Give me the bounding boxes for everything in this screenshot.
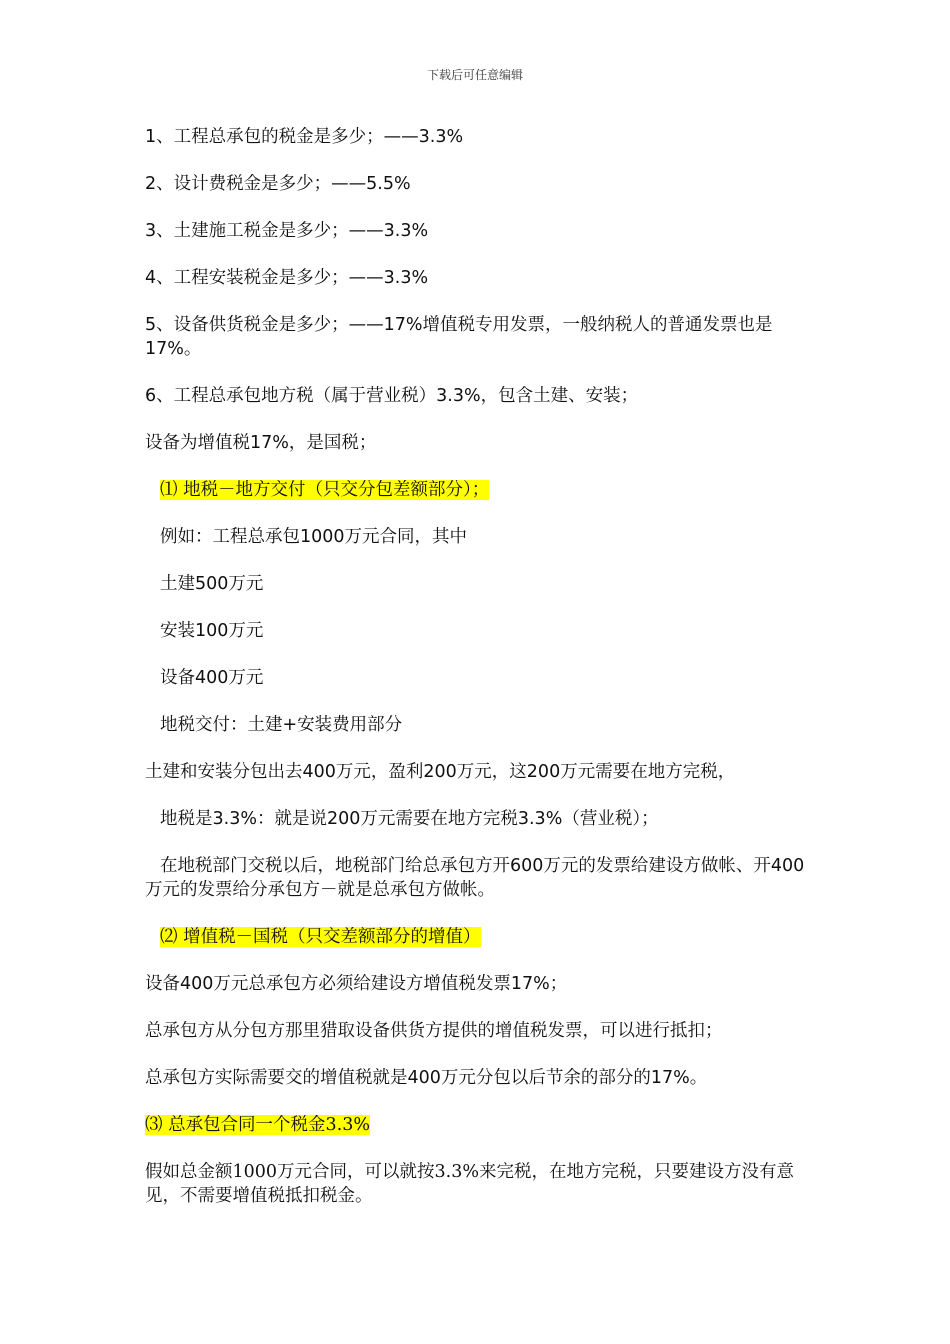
- paragraph-5: 5、设备供货税金是多少；——17%增值税专用发票，一般纳税人的普通发票也是17%。: [145, 315, 773, 359]
- paragraph-15: 在地税部门交税以后，地税部门给总承包方开600万元的发票给建设方做帐、开400万元的发票给分承包方－就是总承包方做帐。: [145, 856, 805, 900]
- paragraph-4: 4、工程安装税金是多少；——3.3%: [145, 268, 429, 288]
- highlighted-heading-2: ⑵ 增值税－国税（只交差额部分的增值）: [160, 927, 481, 947]
- paragraph-3: 3、土建施工税金是多少；——3.3%: [145, 221, 429, 241]
- paragraph-18: 总承包方实际需要交的增值税就是400万元分包以后节余的部分的17%。: [145, 1068, 708, 1088]
- paragraph-1: 1、工程总承包的税金是多少；——3.3%: [145, 127, 464, 147]
- paragraph-11: 设备400万元: [160, 668, 264, 688]
- paragraph-10: 安装100万元: [160, 621, 264, 641]
- paragraph-8: 例如：工程总承包1000万元合同，其中: [160, 527, 468, 547]
- highlighted-heading-1: ⑴ 地税－地方交付（只交分包差额部分）；: [160, 480, 490, 500]
- paragraph-16: 设备400万元总承包方必须给建设方增值税发票17%；: [145, 974, 568, 994]
- paragraph-9: 土建500万元: [160, 574, 264, 594]
- page-header: 下载后可任意编辑: [426, 68, 523, 82]
- section-heading-2: [145, 925, 810, 949]
- paragraph-6: 6、工程总承包地方税（属于营业税）3.3%，包含土建、安装；: [145, 386, 639, 406]
- paragraph-2: 2、设计费税金是多少；——5.5%: [145, 174, 411, 194]
- document-body: [145, 125, 810, 1231]
- paragraph-7: 设备为增值税17%，是国税；: [145, 433, 377, 453]
- highlighted-heading-3: ⑶ 总承包合同一个税金3.3%: [145, 1115, 371, 1135]
- paragraph-17: 总承包方从分包方那里猎取设备供货方提供的增值税发票，可以进行抵扣；: [145, 1021, 723, 1041]
- paragraph-14: 地税是3.3%：就是说200万元需要在地方完税3.3%（营业税）；: [160, 809, 659, 829]
- section-heading-1: [145, 478, 810, 502]
- paragraph-19: 假如总金额1000万元合同，可以就按3.3%来完税，在地方完税，只要建设方没有意见，不需要增值税抵扣税金。: [145, 1162, 794, 1206]
- section-heading-3: [145, 1113, 810, 1137]
- paragraph-12: 地税交付：土建+安装费用部分: [160, 715, 403, 735]
- paragraph-13: 土建和安装分包出去400万元，盈利200万元，这200万元需要在地方完税，: [145, 762, 736, 782]
